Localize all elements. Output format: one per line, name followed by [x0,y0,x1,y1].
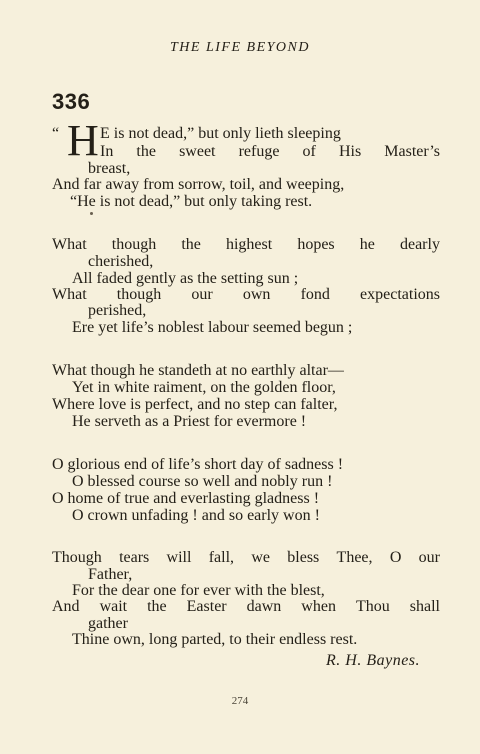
stanza5-line1-cont: Father, [88,566,133,583]
stanza5-line2: For the dear one for ever with the blest, [72,582,325,599]
stanza1-line2 [100,143,440,161]
stanza2-line4: Ere yet life’s noblest labour seemed begun ; [72,319,353,336]
word: the [181,236,201,253]
word: though [116,286,162,303]
word: In [100,143,114,160]
stanza3-line1: What though he standeth at no earthly altar— [52,362,344,379]
stanza2-line2: All faded gently as the setting sun ; [72,270,299,287]
word: expectations [360,286,440,303]
word: tears [119,549,150,566]
word: our [191,286,213,303]
stanza3-line3: Where love is perfect, and no step can falter, [52,396,338,413]
drop-cap: H [67,116,99,165]
word: O [389,549,402,566]
word: the [147,598,167,615]
opening-quote: “ [52,125,60,142]
stanza4-line4: O crown unfading ! and so early won ! [72,507,320,524]
stanza1-line3: And far away from sorrow, toil, and weeping, [52,176,345,193]
word: the [136,143,156,160]
word: fall, [208,549,235,566]
word: His [338,143,362,160]
word: What [52,236,87,253]
word: What [52,286,87,303]
word: dawn [246,598,282,615]
stanza1-line1: E is not dead,” but only lieth sleeping [100,125,341,142]
word: shall [409,598,440,615]
word: fond [300,286,330,303]
stanza4-line2: O blessed course so well and nobly run ! [72,473,333,490]
stanza2-line1-cont: cherished, [88,253,154,270]
stanza2-line3-cont: perished, [88,302,147,319]
word: highest [225,236,273,253]
word: And [52,598,80,615]
author-attribution: R. H. Baynes. [326,652,421,669]
word: Easter [186,598,227,615]
word: own [242,286,271,303]
word: when [301,598,336,615]
word: Thou [355,598,390,615]
stanza5-line3 [52,598,440,616]
page-number: 274 [231,695,249,707]
word: will [166,549,192,566]
stanza4-line1: O glorious end of life’s short day of sadness ! [52,456,344,473]
word: hopes [297,236,335,253]
hymn-number: 336 [52,89,91,114]
word: Thee, [336,549,373,566]
word: sweet [179,143,216,160]
word: of [302,143,316,160]
stanza4-line3: O home of true and everlasting gladness ! [52,490,320,507]
stanza1-line2-cont: breast, [88,160,131,177]
ink-dot [90,212,93,215]
stanza3-line2: Yet in white raiment, on the golden floor, [72,379,336,396]
stanza3-line4: He serveth as a Priest for evermore ! [72,413,307,430]
word: we [251,549,270,566]
stanza5-line1 [52,549,440,567]
running-title: THE LIFE BEYOND [170,40,310,55]
word: our [418,549,440,566]
word: dearly [399,236,440,253]
word: refuge [238,143,280,160]
word: Master’s [384,143,440,160]
word: Though [52,549,102,566]
stanza1-line4: “He is not dead,” but only taking rest. [70,193,313,210]
stanza5-line3-cont: gather [88,615,128,632]
word: wait [99,598,128,615]
word: though [111,236,157,253]
stanza2-line1 [52,236,440,254]
stanza5-line4: Thine own, long parted, to their endless rest. [72,631,358,648]
word: he [359,236,375,253]
word: bless [287,549,320,566]
